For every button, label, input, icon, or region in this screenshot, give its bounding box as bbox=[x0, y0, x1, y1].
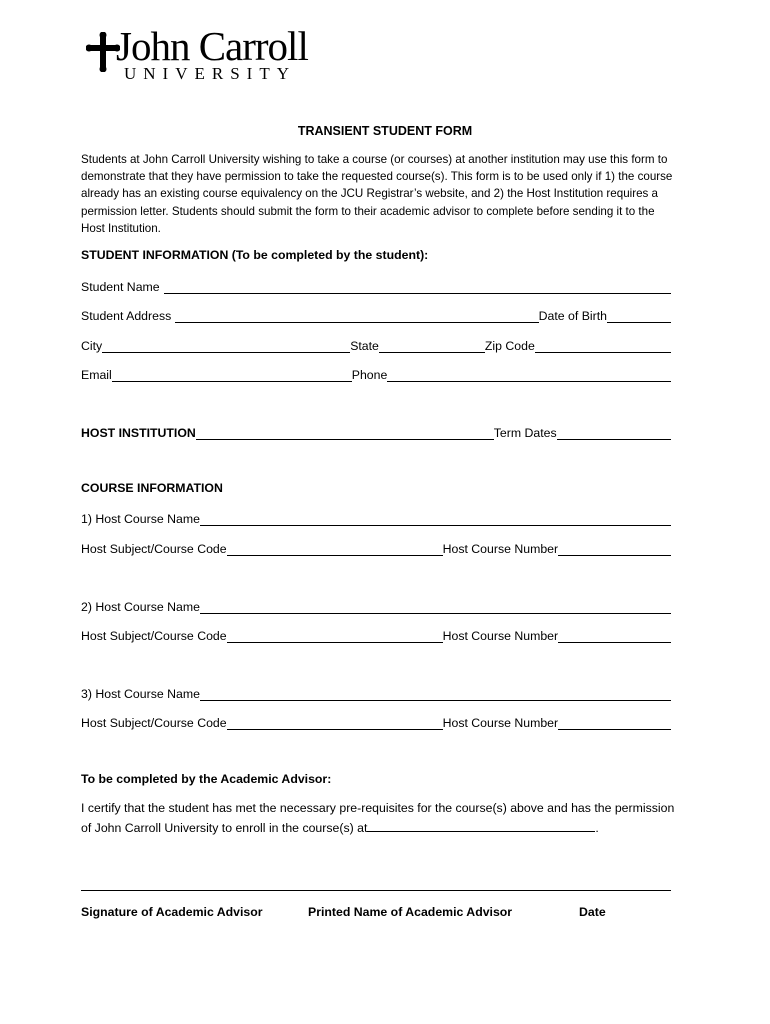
zip-code-label: Zip Code bbox=[484, 339, 535, 353]
signature-label: Signature of Academic Advisor bbox=[81, 905, 263, 919]
student-name-field[interactable] bbox=[164, 279, 671, 294]
student-address-field[interactable] bbox=[175, 308, 538, 323]
course3-name-label: 3) Host Course Name bbox=[81, 687, 200, 701]
printed-name-label: Printed Name of Academic Advisor bbox=[308, 905, 513, 919]
course2-name-label: 2) Host Course Name bbox=[81, 600, 200, 614]
course2-subject-label: Host Subject/Course Code bbox=[81, 629, 227, 643]
course1-name-label: 1) Host Course Name bbox=[81, 512, 200, 526]
certification-text: I certify that the student has met the necessary pre-requisites for the course(s) above and has the permission of John Carroll University to enroll in the course(s) at bbox=[81, 801, 675, 835]
student-name-label: Student Name bbox=[81, 280, 160, 294]
phone-label: Phone bbox=[351, 368, 388, 382]
logo-name: John Carroll bbox=[116, 23, 308, 69]
term-dates-field[interactable] bbox=[557, 425, 671, 440]
course1-subject-label: Host Subject/Course Code bbox=[81, 542, 227, 556]
email-label: Email bbox=[81, 368, 112, 382]
host-institution-label: HOST INSTITUTION bbox=[81, 426, 196, 440]
course2-number-field[interactable] bbox=[558, 628, 671, 643]
certification-statement bbox=[81, 799, 681, 838]
course3-subject-label: Host Subject/Course Code bbox=[81, 716, 227, 730]
course3-name-field[interactable] bbox=[200, 686, 671, 701]
form-intro: Students at John Carroll University wishing to take a course (or courses) at another institution may use this form to demonstrate that they have permission to take the requested course(s). This form is to be used only if 1) the course already has an existing course equivalency on the JCU Registrar’s website, and 2) the Host Institution requires a permission letter. Students should submit the form to their academic advisor to complete before sending it to the Host Institution. bbox=[81, 153, 673, 235]
term-dates-label: Term Dates bbox=[493, 426, 557, 440]
date-label: Date bbox=[579, 905, 606, 919]
advisor-heading: To be completed by the Academic Advisor: bbox=[81, 772, 332, 786]
course3-subject-field[interactable] bbox=[227, 715, 443, 730]
course2-name-row bbox=[81, 596, 671, 614]
course1-name-row bbox=[81, 508, 671, 526]
student-address-label: Student Address bbox=[81, 309, 172, 323]
course3-name-row bbox=[81, 683, 671, 701]
zip-code-field[interactable] bbox=[535, 338, 671, 353]
course1-number-label: Host Course Number bbox=[442, 542, 559, 556]
course2-number-label: Host Course Number bbox=[442, 629, 559, 643]
signature-line[interactable] bbox=[81, 890, 671, 891]
email-field[interactable] bbox=[112, 367, 352, 382]
cross-icon bbox=[86, 32, 120, 72]
course3-number-label: Host Course Number bbox=[442, 716, 559, 730]
state-label: State bbox=[350, 339, 379, 353]
logo-subtitle: UNIVERSITY bbox=[124, 64, 296, 83]
course1-code-row bbox=[81, 538, 671, 556]
university-logo bbox=[86, 23, 336, 86]
course1-name-field[interactable] bbox=[200, 511, 671, 526]
date-of-birth-field[interactable] bbox=[607, 308, 671, 323]
city-label: City bbox=[81, 339, 103, 353]
host-institution-row bbox=[81, 422, 671, 440]
host-institution-field[interactable] bbox=[196, 425, 494, 440]
student-name-row bbox=[81, 276, 671, 294]
course3-number-field[interactable] bbox=[558, 715, 671, 730]
enroll-institution-field[interactable] bbox=[367, 818, 595, 832]
course2-name-field[interactable] bbox=[200, 599, 671, 614]
course-info-heading: COURSE INFORMATION bbox=[81, 481, 223, 495]
form-title: TRANSIENT STUDENT FORM bbox=[297, 124, 473, 138]
course2-code-row bbox=[81, 625, 671, 643]
phone-field[interactable] bbox=[387, 367, 671, 382]
student-info-heading: STUDENT INFORMATION (To be completed by the student): bbox=[81, 248, 429, 262]
certification-end: . bbox=[595, 821, 599, 835]
student-address-row bbox=[81, 305, 671, 323]
course3-code-row bbox=[81, 712, 671, 730]
date-of-birth-label: Date of Birth bbox=[538, 309, 607, 323]
city-state-zip-row bbox=[81, 335, 671, 353]
email-phone-row bbox=[81, 364, 671, 382]
city-field[interactable] bbox=[102, 338, 350, 353]
course1-number-field[interactable] bbox=[558, 541, 671, 556]
state-field[interactable] bbox=[379, 338, 485, 353]
course2-subject-field[interactable] bbox=[227, 628, 443, 643]
course1-subject-field[interactable] bbox=[227, 541, 443, 556]
